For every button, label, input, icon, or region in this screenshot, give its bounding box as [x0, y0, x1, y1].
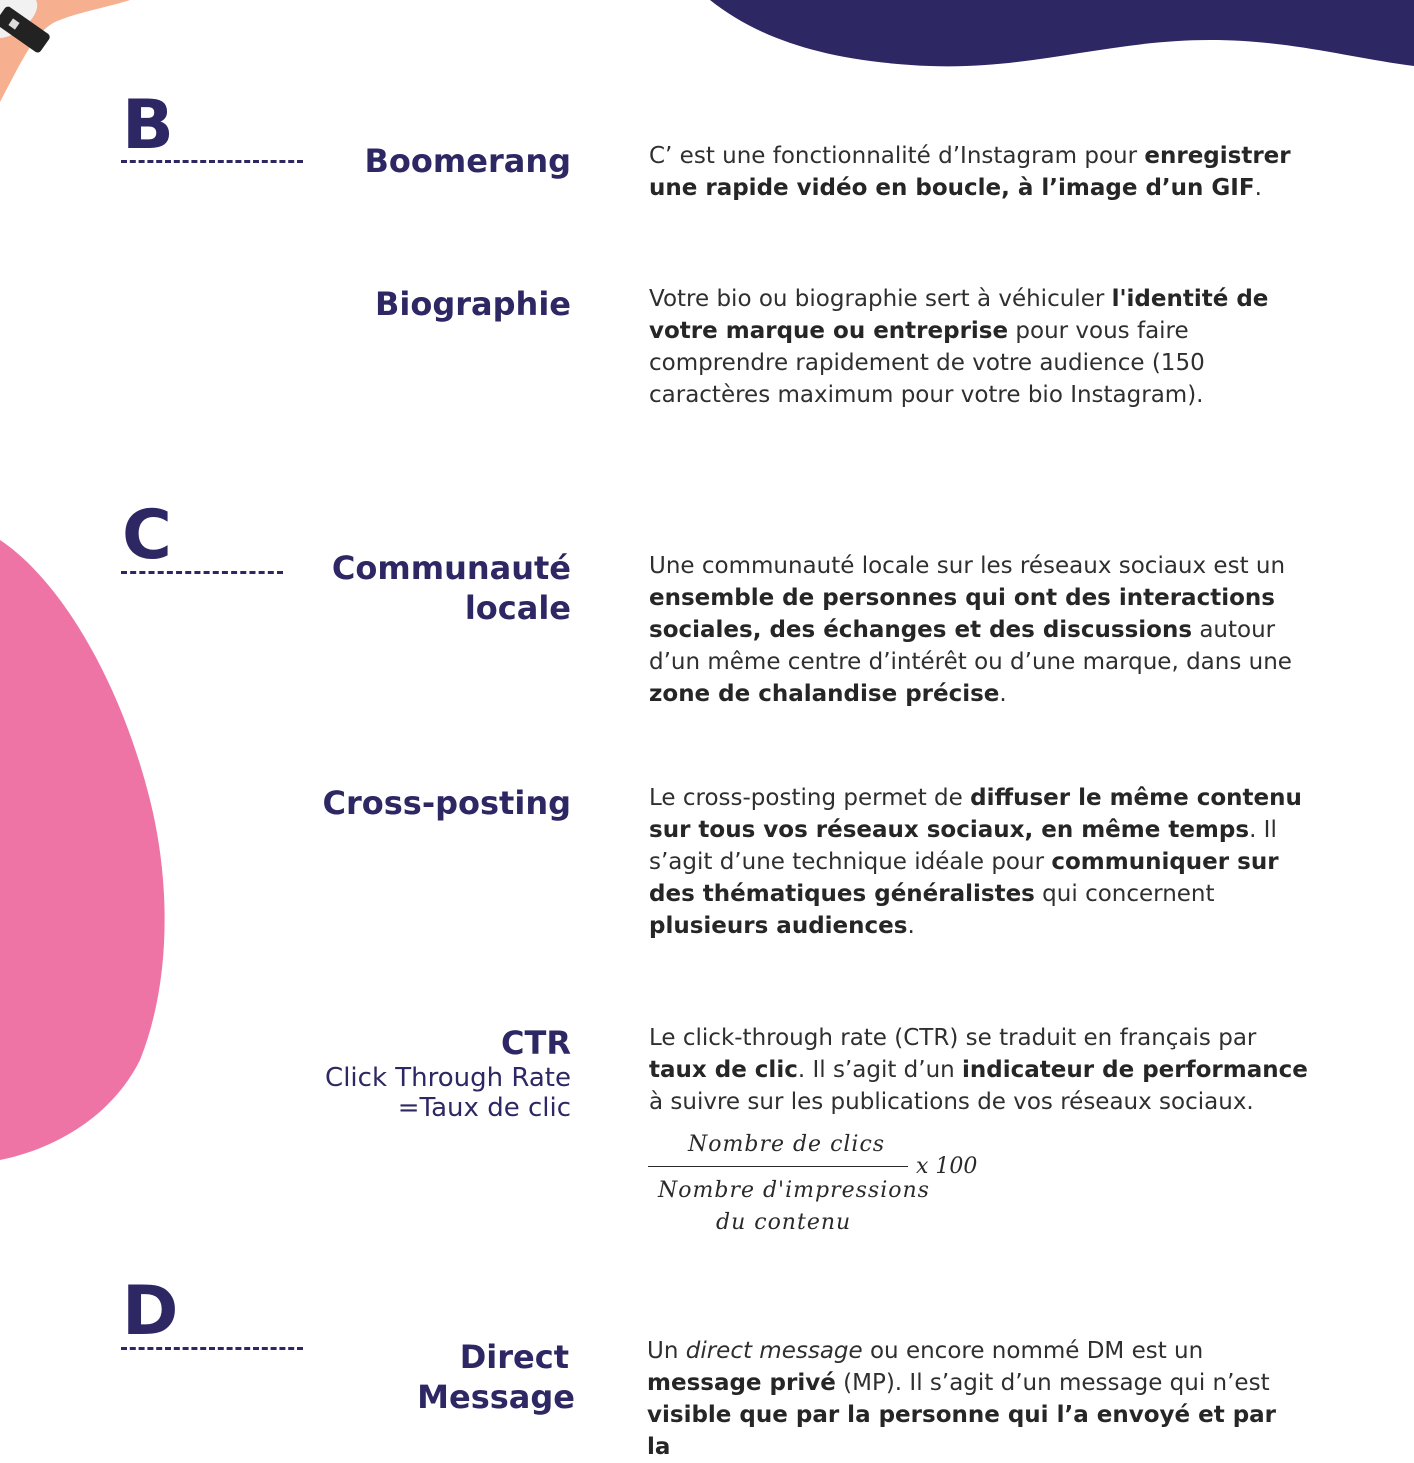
definition-direct-message [647, 1335, 1307, 1463]
definition-cross-posting [649, 782, 1309, 942]
term-communaute-line1: Communauté [331, 549, 571, 587]
term-ctr-translation: =Taux de clic [397, 1093, 571, 1123]
term-dm-line1: Direct [459, 1338, 569, 1376]
term-biographie: Biographie [375, 285, 571, 323]
navy-wave-shape [690, 0, 1414, 80]
hand-wrist-illustration [0, 0, 140, 110]
definition-biographie [649, 283, 1309, 411]
text-run: Un [647, 1338, 686, 1364]
section-letter-d: D [122, 1272, 179, 1351]
text-run: pour vous faire comprendre rapidement de votre audience (150 caractères maximum pour votre bio Instagram). [649, 318, 1205, 408]
text-run: à suivre sur les publications de vos réseaux sociaux. [649, 1089, 1254, 1115]
pink-blob-shape [0, 540, 170, 1170]
bold-text-run: plusieurs audiences [649, 913, 908, 939]
text-run: Le cross-posting permet de [649, 785, 971, 811]
bold-text-run: visible que par la personne qui l’a envoyé et par la [647, 1402, 1277, 1460]
definition-boomerang [649, 140, 1309, 204]
term-cross-posting: Cross-posting [322, 784, 571, 822]
section-letter-b: B [122, 86, 174, 165]
formula-multiplier: x 100 [916, 1154, 978, 1179]
formula-denominator-line1: Nombre d'impressions [658, 1178, 930, 1203]
text-run: (MP). Il s’agit d’un message qui n’est [835, 1370, 1270, 1396]
bold-text-run: diffuser le même contenu sur tous vos réseaux sociaux, en même temps [649, 785, 1302, 843]
section-letter-c: C [122, 496, 172, 575]
term-boomerang: Boomerang [364, 142, 571, 180]
bold-text-run: communiquer sur des thématiques généralistes [649, 849, 1279, 907]
section-divider-d [121, 1347, 303, 1350]
bold-text-run: message privé [647, 1370, 836, 1396]
text-run: C’ est une fonctionnalité d’Instagram pour [649, 143, 1145, 169]
bold-text-run: zone de chalandise précise [649, 681, 1000, 707]
text-run: . Il s’agit d’un [797, 1057, 963, 1083]
text-run: . [999, 681, 1007, 707]
term-dm-line2: Message [417, 1378, 575, 1416]
term-direct-message [417, 1337, 575, 1417]
bold-text-run: l'identité de votre marque ou entreprise [649, 286, 1269, 344]
ctr-formula [648, 1128, 988, 1248]
section-divider-b [121, 160, 303, 163]
bold-text-run: enregistrer une rapide vidéo en boucle, à l’image d’un GIF [649, 143, 1291, 201]
term-ctr-subtitle: Click Through Rate [325, 1063, 571, 1093]
text-run: ou encore nommé DM est un [862, 1338, 1204, 1364]
term-ctr [325, 1023, 571, 1123]
bold-text-run: ensemble de personnes qui ont des interactions sociales, des échanges et des discussions [649, 585, 1275, 643]
term-communaute-line2: locale [464, 589, 571, 627]
text-run: Votre bio ou biographie sert à véhiculer [649, 286, 1112, 312]
section-divider-c [121, 571, 283, 574]
text-run: . [907, 913, 915, 939]
term-ctr-title: CTR [501, 1024, 571, 1062]
term-communaute-locale [332, 548, 571, 628]
definition-communaute-locale [649, 550, 1309, 710]
bold-text-run: indicateur de performance [962, 1057, 1308, 1083]
formula-denominator-line2: du contenu [716, 1210, 852, 1235]
bold-text-run: taux de clic [649, 1057, 798, 1083]
definition-ctr [649, 1022, 1309, 1118]
formula-numerator: Nombre de clics [688, 1132, 886, 1157]
text-run: autour d’un même centre d’intérêt ou d’une marque, dans une [649, 617, 1292, 675]
text-run: Le click-through rate (CTR) se traduit en français par [649, 1025, 1257, 1051]
formula-fraction-bar [648, 1166, 908, 1167]
text-run: . Il s’agit d’une technique idéale pour [649, 817, 1277, 875]
text-run: Une communauté locale sur les réseaux sociaux est un [649, 553, 1286, 579]
italic-text-run: direct message [685, 1338, 863, 1364]
text-run: . [1254, 175, 1262, 201]
text-run: qui concernent [1034, 881, 1215, 907]
